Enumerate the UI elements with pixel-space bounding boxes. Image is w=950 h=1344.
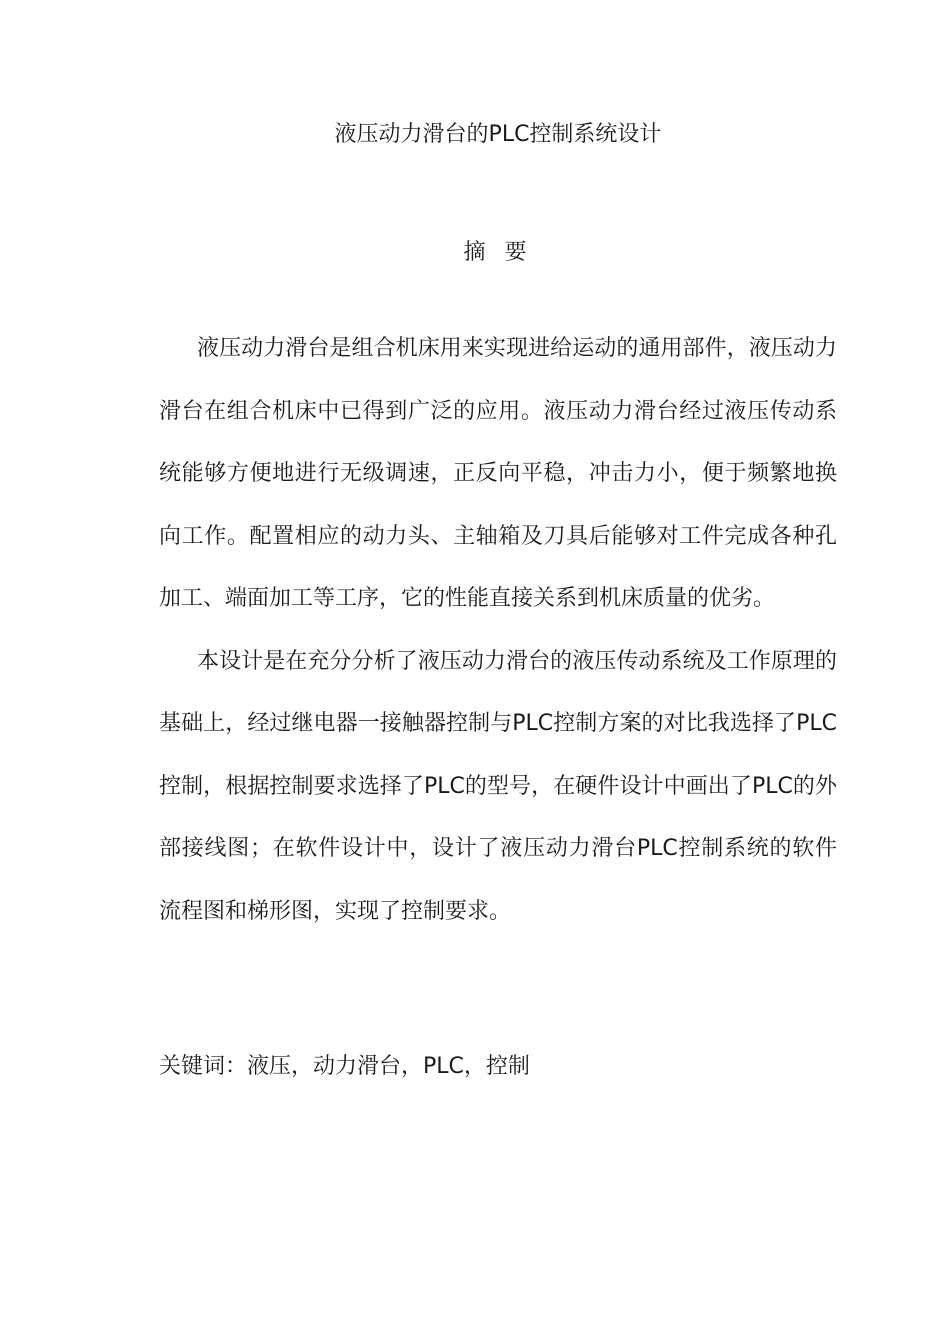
keywords-line: 关键词：液压，动力滑台，PLC，控制 — [159, 1054, 530, 1079]
abstract-paragraph-2: 本设计是在充分分析了液压动力滑台的液压传动系统及工作原理的基础上，经过继电器一接触器控制与PLC控制方案的对比我选择了PLC控制，根据控制要求选择了PLC的型号，在硬件设计中画出了PLC的外部接线图；在软件设计中，设计了液压动力滑台PLC控制系统的软件流程图和梯形图，实现了控制要求。 — [159, 648, 837, 924]
document-title: 液压动力滑台的PLC控制系统设计 — [334, 122, 662, 147]
abstract-paragraph-1: 液压动力滑台是组合机床用来实现进给运动的通用部件，液压动力滑台在组合机床中已得到广泛的应用。液压动力滑台经过液压传动系统能够方便地进行无级调速，正反向平稳，冲击力小，便于频繁地换向工作。配置相应的动力头、主轴箱及刀具后能够对工件完成各种孔加工、端面加工等工序，它的性能直接关系到机床质量的优劣。 — [159, 336, 837, 611]
abstract-body — [159, 318, 837, 943]
abstract-heading: 摘 要 — [463, 240, 533, 265]
